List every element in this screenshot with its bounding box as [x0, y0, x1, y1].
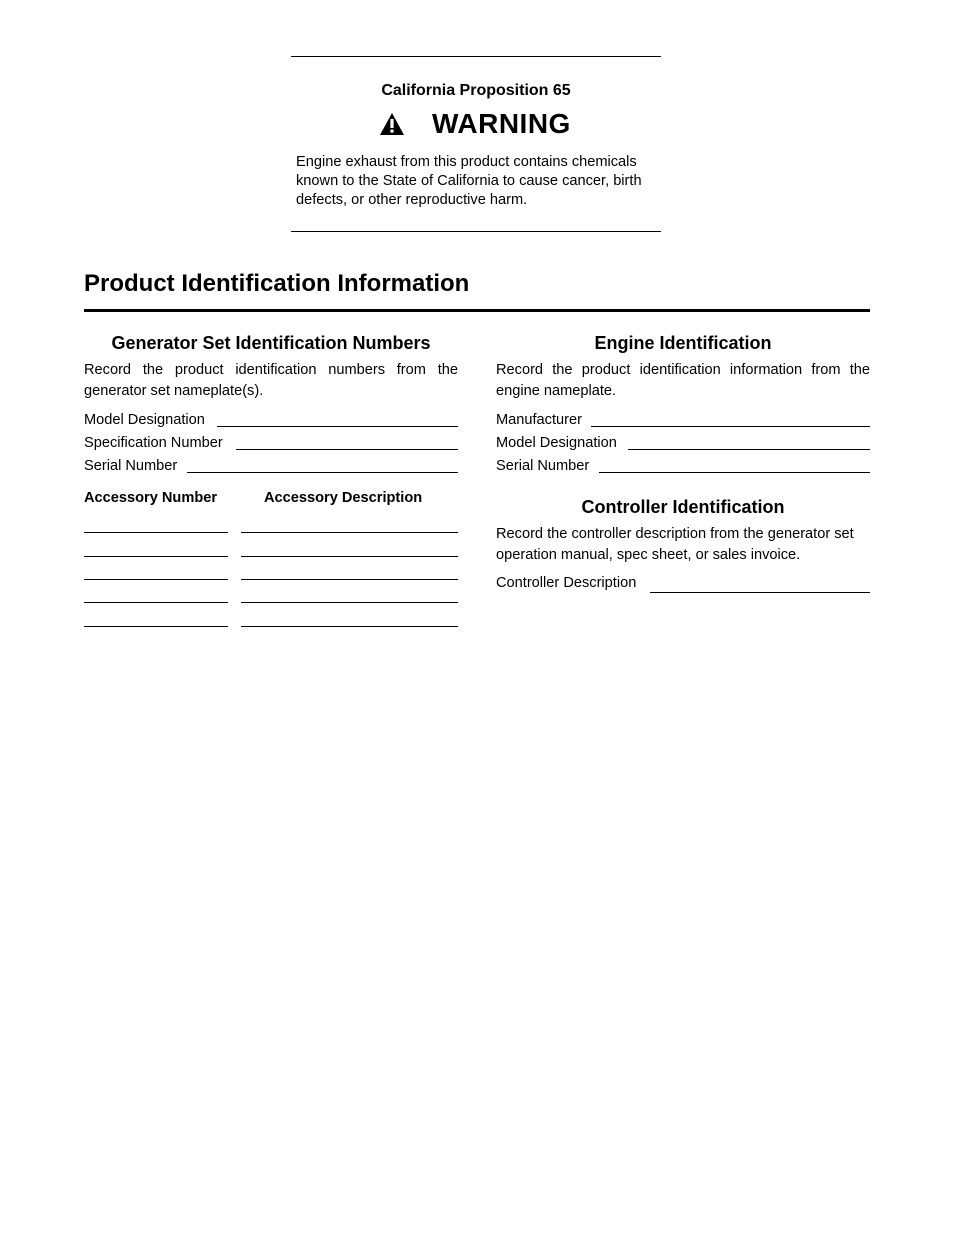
genset-model-input-line[interactable]: [217, 426, 458, 427]
warning-triangle-icon: [379, 112, 405, 136]
engine-model-input-line[interactable]: [628, 449, 870, 450]
genset-instructions: Record the product identification numbers from the generator set nameplate(s).: [84, 362, 458, 399]
accessory-description-header: Accessory Description: [264, 490, 423, 506]
engine-instructions: Record the product identification information from the engine nameplate.: [496, 362, 870, 399]
genset-serial-input-line[interactable]: [187, 472, 458, 473]
engine-manufacturer-input-line[interactable]: [591, 426, 870, 427]
genset-heading: Generator Set Identification Numbers: [111, 333, 431, 353]
engine-field-model-label: Model Designation: [496, 435, 617, 451]
accessory-number-line-3[interactable]: [84, 579, 228, 580]
engine-field-manufacturer-label: Manufacturer: [496, 412, 582, 428]
accessory-number-line-2[interactable]: [84, 556, 228, 557]
accessory-description-line-1[interactable]: [241, 532, 458, 533]
warning-text: Engine exhaust from this product contains chemicals known to the State of California to cause cancer, birth defects, or other reproductive harm.: [296, 154, 642, 208]
engine-field-serial-label: Serial Number: [496, 458, 590, 474]
accessory-description-line-5[interactable]: [241, 626, 458, 627]
accessory-description-line-4[interactable]: [241, 602, 458, 603]
warning-signal-row: [291, 106, 661, 142]
accessory-description-line-2[interactable]: [241, 556, 458, 557]
controller-field-description-label: Controller Description: [496, 575, 637, 591]
accessory-number-line-4[interactable]: [84, 602, 228, 603]
accessory-number-header: Accessory Number: [84, 490, 218, 506]
genset-field-model-label: Model Designation: [84, 412, 205, 428]
warning-bottom-rule: [291, 231, 661, 232]
engine-heading: Engine Identification: [594, 333, 772, 353]
controller-instructions: Record the controller description from the generator set operation manual, spec sheet, or sales invoice.: [496, 526, 854, 563]
prop65-warning-box: [291, 56, 661, 232]
genset-field-serial-label: Serial Number: [84, 458, 178, 474]
warning-top-rule: [291, 56, 661, 57]
controller-heading: Controller Identification: [581, 497, 785, 517]
warning-signal-word: WARNING: [432, 108, 571, 139]
accessory-number-line-1[interactable]: [84, 532, 228, 533]
title-rule: [84, 309, 870, 312]
engine-serial-input-line[interactable]: [599, 472, 870, 473]
accessory-number-line-5[interactable]: [84, 626, 228, 627]
genset-spec-input-line[interactable]: [236, 449, 458, 450]
accessory-description-line-3[interactable]: [241, 579, 458, 580]
genset-field-spec-label: Specification Number: [84, 435, 223, 451]
page-title: Product Identification Information: [84, 270, 470, 297]
controller-description-input-line[interactable]: [650, 592, 870, 593]
prop65-heading: California Proposition 65: [381, 82, 571, 99]
